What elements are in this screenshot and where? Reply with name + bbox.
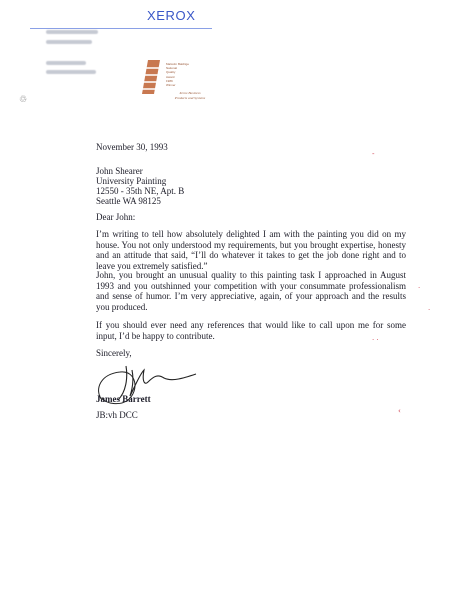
scan-mark: · · (372, 336, 379, 344)
xerox-logo: XEROX (147, 8, 196, 23)
redacted-sender-line (46, 70, 96, 74)
body-paragraph: John, you brought an unusual quality to this painting task I approached in August 1993 and you outshinned your competition with your consummate professionalism and sense of humor. I’m very appreciative, again, of your approach and the results you produced. (96, 270, 406, 312)
division-caption: Xerox Business Products and Systems (174, 91, 206, 100)
scan-mark: · (418, 284, 421, 292)
recipient-company: University Painting (96, 176, 167, 186)
scan-mark: · (428, 306, 431, 314)
body-paragraph: If you should ever need any references that would like to call upon me for some input, I’d be happy to contribute. (96, 320, 406, 341)
signer-name: James Barrett (96, 394, 151, 404)
recycle-icon: ♲ (19, 95, 28, 105)
body-paragraph: I’m writing to tell how absolutely delighted I am with the painting you did on my house. You not only understood my requirements, but you brought expertise, honesty and an attitude that said, “I’ll do whatever it takes to get the job done right and to leave you extremely satisfied.” (96, 229, 406, 271)
recipient-name: John Shearer (96, 166, 143, 176)
closing: Sincerely, (96, 348, 132, 358)
scan-mark: ‹ (398, 407, 401, 415)
letter-date: November 30, 1993 (96, 142, 168, 152)
letterhead-rule (30, 28, 212, 29)
redacted-sender-line (46, 61, 86, 65)
recipient-street: 12550 - 35th NE, Apt. B (96, 186, 185, 196)
reference-initials: JB:vh DCC (96, 410, 138, 420)
redacted-sender-line (46, 30, 98, 34)
recipient-city: Seattle WA 98125 (96, 196, 161, 206)
salutation: Dear John: (96, 212, 136, 222)
recipient-address (96, 166, 184, 206)
redacted-sender-line (46, 40, 92, 44)
award-caption: Malcolm Baldrige National Quality Award 1989 Winner (166, 62, 190, 88)
scan-mark: ‐ (372, 150, 375, 158)
